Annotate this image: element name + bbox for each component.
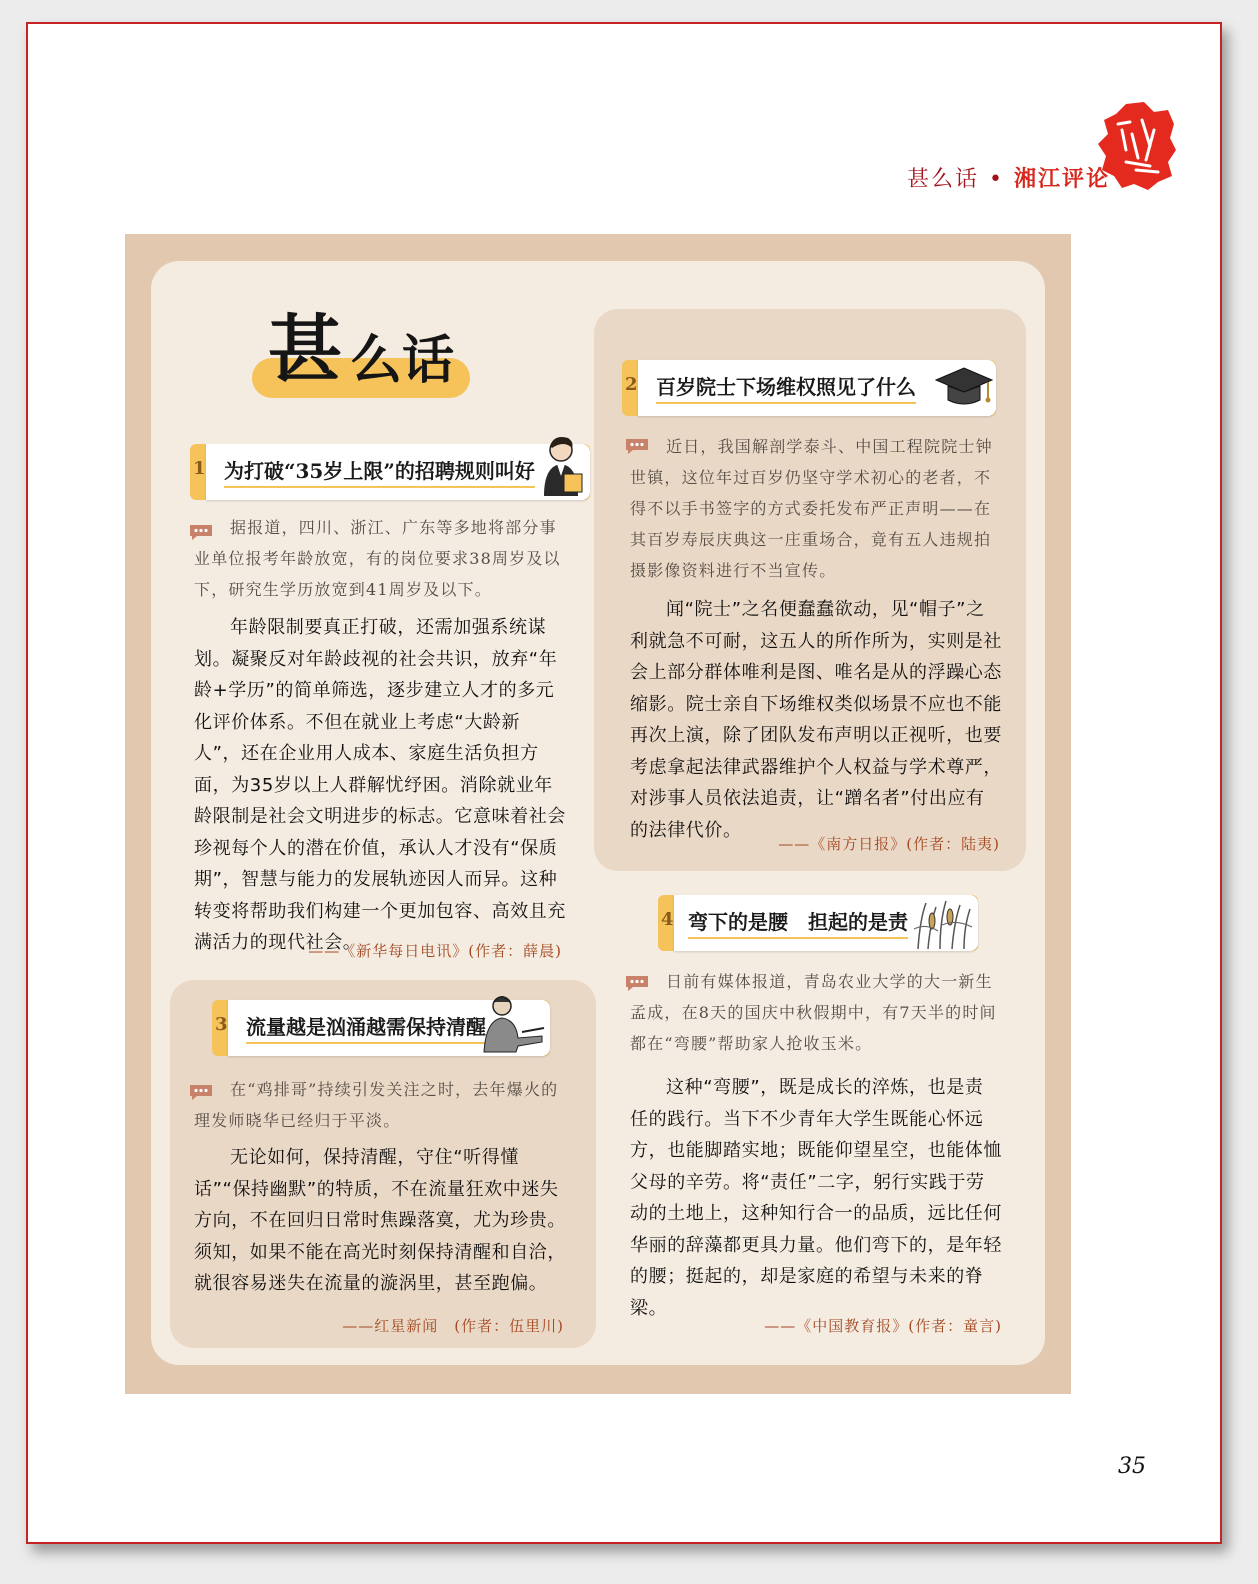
article-3-source: ——红星新闻 (作者：伍里川) <box>342 1317 564 1335</box>
article-4-body: 这种“弯腰”，既是成长的淬炼，也是责任的践行。当下不少青年大学生既能心怀远方，也能脚踏实地；既能仰望星空，也能体恤父母的辛劳。将“责任”二字，躬行实践于劳动的土地上，这种知行合一的品质，远比任何华丽的辞藻都更具力量。他们弯下的，是年轻的腰；挺起的，却是家庭的希望与未来的脊梁。 <box>630 1077 1002 1319</box>
article-1-source: ——《新华每日电讯》(作者：薛晨) <box>308 942 562 960</box>
article-3-headline <box>212 1000 550 1056</box>
barber-icon <box>472 992 548 1056</box>
article-1-quote: 据报道，四川、浙江、广东等多地将部分事业单位报考年龄放宽，有的岗位要求38周岁及以下，研究生学历放宽到41周岁及以下。 <box>194 518 561 599</box>
article-2-source: ——《南方日报》(作者：陆夷) <box>778 835 1000 853</box>
article-3-quote: 在“鸡排哥”持续引发关注之时，去年爆火的理发师晓华已经归于平淡。 <box>194 1080 559 1130</box>
article-4-quote: 日前有媒体报道，青岛农业大学的大一新生孟成，在8天的国庆中秋假期中，有7天半的时间都在“弯腰”帮助家人抢收玉米。 <box>630 972 997 1053</box>
man-reading-icon <box>534 432 588 496</box>
article-1-headline <box>190 444 590 500</box>
article-3-headline-text: 流量越是汹涌越需保持清醒 <box>246 1014 486 1044</box>
column-name: 甚么话 <box>906 167 979 192</box>
article-4-headline <box>658 895 978 951</box>
article-1-number: 1 <box>193 458 206 479</box>
page-header <box>907 162 1110 193</box>
header-separator: • <box>989 167 1004 192</box>
mortarboard-icon <box>932 362 994 416</box>
article-4-headline-text: 弯下的是腰 担起的是责 <box>688 909 908 939</box>
title-rest: 么话 <box>350 330 455 391</box>
section-name: 湘江评论 <box>1013 167 1110 192</box>
article-2-quote: 近日，我国解剖学泰斗、中国工程院院士钟世镇，这位年过百岁仍坚守学术初心的老者，不得不以手书签字的方式委托发布严正声明——在其百岁寿辰庆典这一庄重场合，竟有五人违规拍摄影像资料进行不当宣传。 <box>630 437 993 580</box>
article-4-number: 4 <box>661 909 674 930</box>
xiangjiang-seal-logo <box>1096 100 1178 192</box>
article-2-headline-text: 百岁院士下场维权照见了什么 <box>656 374 916 404</box>
page-title <box>250 305 470 397</box>
page-number: 35 <box>1118 1454 1146 1479</box>
article-1-headline-text: 为打破“35岁上限”的招聘规则叫好 <box>224 458 535 488</box>
article-2-body: 闻“院士”之名便蠢蠢欲动，见“帽子”之利就急不可耐，这五人的所作所为，实则是社会上部分群体唯利是图、唯名是从的浮躁心态缩影。院士亲自下场维权类似场景不应也不能再次上演，除了团队发布声明以正视听，也要考虑拿起法律武器维护个人权益与学术尊严，对涉事人员依法追责，让“蹭名者”付出应有的法律代价。 <box>630 599 1002 841</box>
article-3-body: 无论如何，保持清醒，守住“听得懂话”“保持幽默”的特质，不在流量狂欢中迷失方向，不在回归日常时焦躁落寞，尤为珍贵。须知，如果不能在高光时刻保持清醒和自洽，就很容易迷失在流量的漩涡里，甚至跑偏。 <box>194 1147 566 1294</box>
article-2-headline <box>622 360 996 416</box>
article-2-number: 2 <box>625 374 638 395</box>
corn-field-icon <box>912 899 974 949</box>
title-big-char: 甚 <box>268 307 342 393</box>
article-1-body: 年龄限制要真正打破，还需加强系统谋划。凝聚反对年龄歧视的社会共识，放弃“年龄+学历”的简单筛选，逐步建立人才的多元化评价体系。不但在就业上考虑“大龄新人”，还在企业用人成本、家庭生活负担方面，为35岁以上人群解忧纾困。消除就业年龄限制是社会文明进步的标志。它意味着社会珍视每个人的潜在价值，承认人才没有“保质期”，智慧与能力的发展轨迹因人而异。这种转变将帮助我们构建一个更加包容、高效且充满活力的现代社会。 <box>194 617 566 953</box>
article-3-number: 3 <box>215 1014 228 1035</box>
article-4-source: ——《中国教育报》(作者：童言) <box>764 1317 1002 1335</box>
